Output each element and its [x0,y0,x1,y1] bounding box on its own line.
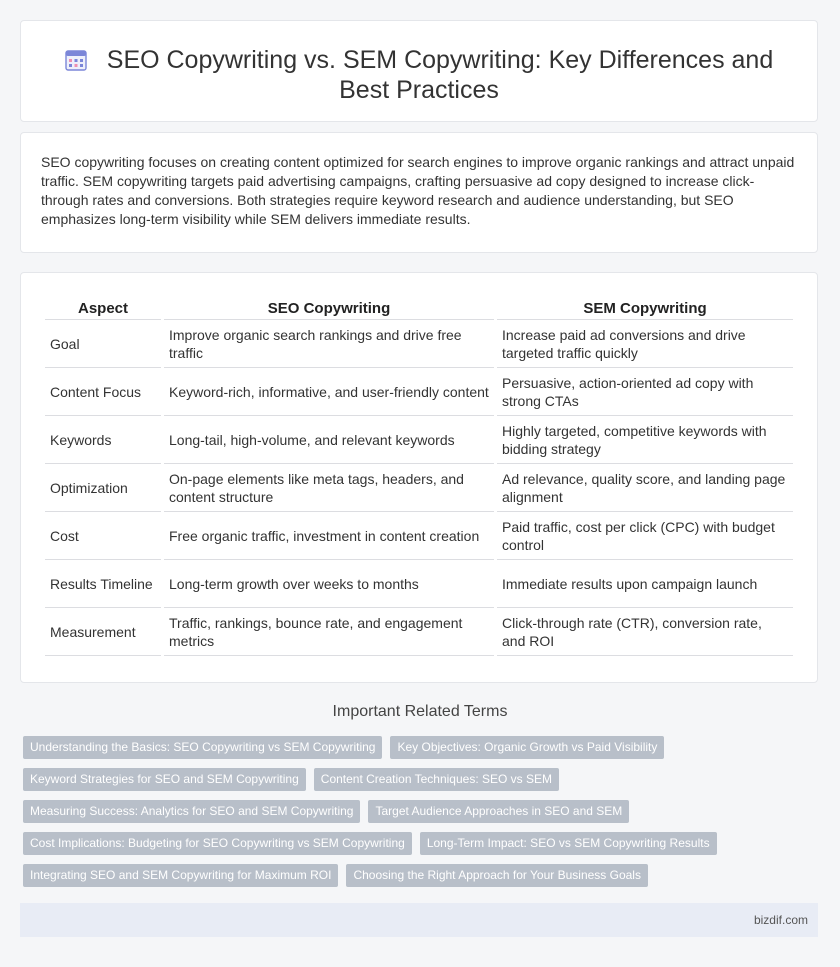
cell-seo: Free organic traffic, investment in content creation [164,512,494,560]
related-term-tag[interactable]: Integrating SEO and SEM Copywriting for Maximum ROI [23,864,338,887]
footer [20,903,818,937]
page-title [21,21,817,105]
table-row [45,464,793,512]
cell-aspect: Cost [45,512,161,560]
comparison-table [42,295,796,656]
related-terms-title: Important Related Terms [332,703,508,720]
cell-seo: Keyword-rich, informative, and user-friendly content [164,368,494,416]
cell-seo: On-page elements like meta tags, headers, and content structure [164,464,494,512]
table-row [45,608,793,656]
table-row [45,368,793,416]
related-term-tag[interactable]: Choosing the Right Approach for Your Business Goals [346,864,648,887]
table-row [45,560,793,608]
cell-seo: Long-term growth over weeks to months [164,560,494,608]
cell-aspect: Content Focus [45,368,161,416]
related-term-tag[interactable]: Long-Term Impact: SEO vs SEM Copywriting Results [420,832,717,855]
related-term-tag[interactable]: Understanding the Basics: SEO Copywriting vs SEM Copywriting [23,736,382,759]
cell-seo: Long-tail, high-volume, and relevant keywords [164,416,494,464]
cell-aspect: Measurement [45,608,161,656]
cell-sem: Ad relevance, quality score, and landing page alignment [497,464,793,512]
header-aspect: Aspect [45,295,161,320]
cell-aspect: Goal [45,320,161,368]
related-term-tag[interactable]: Key Objectives: Organic Growth vs Paid Visibility [390,736,664,759]
table-header-row [45,295,793,320]
header-sem: SEM Copywriting [497,295,793,320]
cell-seo: Improve organic search rankings and drive free traffic [164,320,494,368]
calendar-grid-icon [65,49,87,71]
header-seo: SEO Copywriting [164,295,494,320]
table-row [45,416,793,464]
footer-site-link[interactable]: bizdif.com [753,913,808,927]
cell-sem: Highly targeted, competitive keywords with bidding strategy [497,416,793,464]
cell-sem: Immediate results upon campaign launch [497,560,793,608]
comparison-table-card [20,272,818,683]
cell-sem: Increase paid ad conversions and drive targeted traffic quickly [497,320,793,368]
table-row [45,512,793,560]
related-term-tag[interactable]: Target Audience Approaches in SEO and SEM [368,800,629,823]
related-term-tag[interactable]: Measuring Success: Analytics for SEO and SEM Copywriting [23,800,360,823]
related-term-tag[interactable]: Content Creation Techniques: SEO vs SEM [314,768,559,791]
related-term-tag[interactable]: Keyword Strategies for SEO and SEM Copywriting [23,768,306,791]
table-row [45,320,793,368]
cell-aspect: Optimization [45,464,161,512]
header-card [20,20,818,122]
related-term-tag[interactable]: Cost Implications: Budgeting for SEO Copywriting vs SEM Copywriting [23,832,412,855]
cell-seo: Traffic, rankings, bounce rate, and engagement metrics [164,608,494,656]
related-terms-list [23,736,819,887]
cell-sem: Persuasive, action-oriented ad copy with strong CTAs [497,368,793,416]
intro-card [20,132,818,253]
page-title-text: SEO Copywriting vs. SEM Copywriting: Key Differences and Best Practices [106,46,774,104]
cell-aspect: Results Timeline [45,560,161,608]
intro-paragraph: SEO copywriting focuses on creating content optimized for search engines to improve organic rankings and attract unpaid traffic. SEM copywriting targets paid advertising campaigns, crafting persuasive ad copy designed to increase click-through rates and conversions. Both strategies require keyword research and audience understanding, but SEO emphasizes long-term visibility while SEM delivers immediate results. [41,154,795,227]
cell-aspect: Keywords [45,416,161,464]
cell-sem: Click-through rate (CTR), conversion rate, and ROI [497,608,793,656]
cell-sem: Paid traffic, cost per click (CPC) with budget control [497,512,793,560]
